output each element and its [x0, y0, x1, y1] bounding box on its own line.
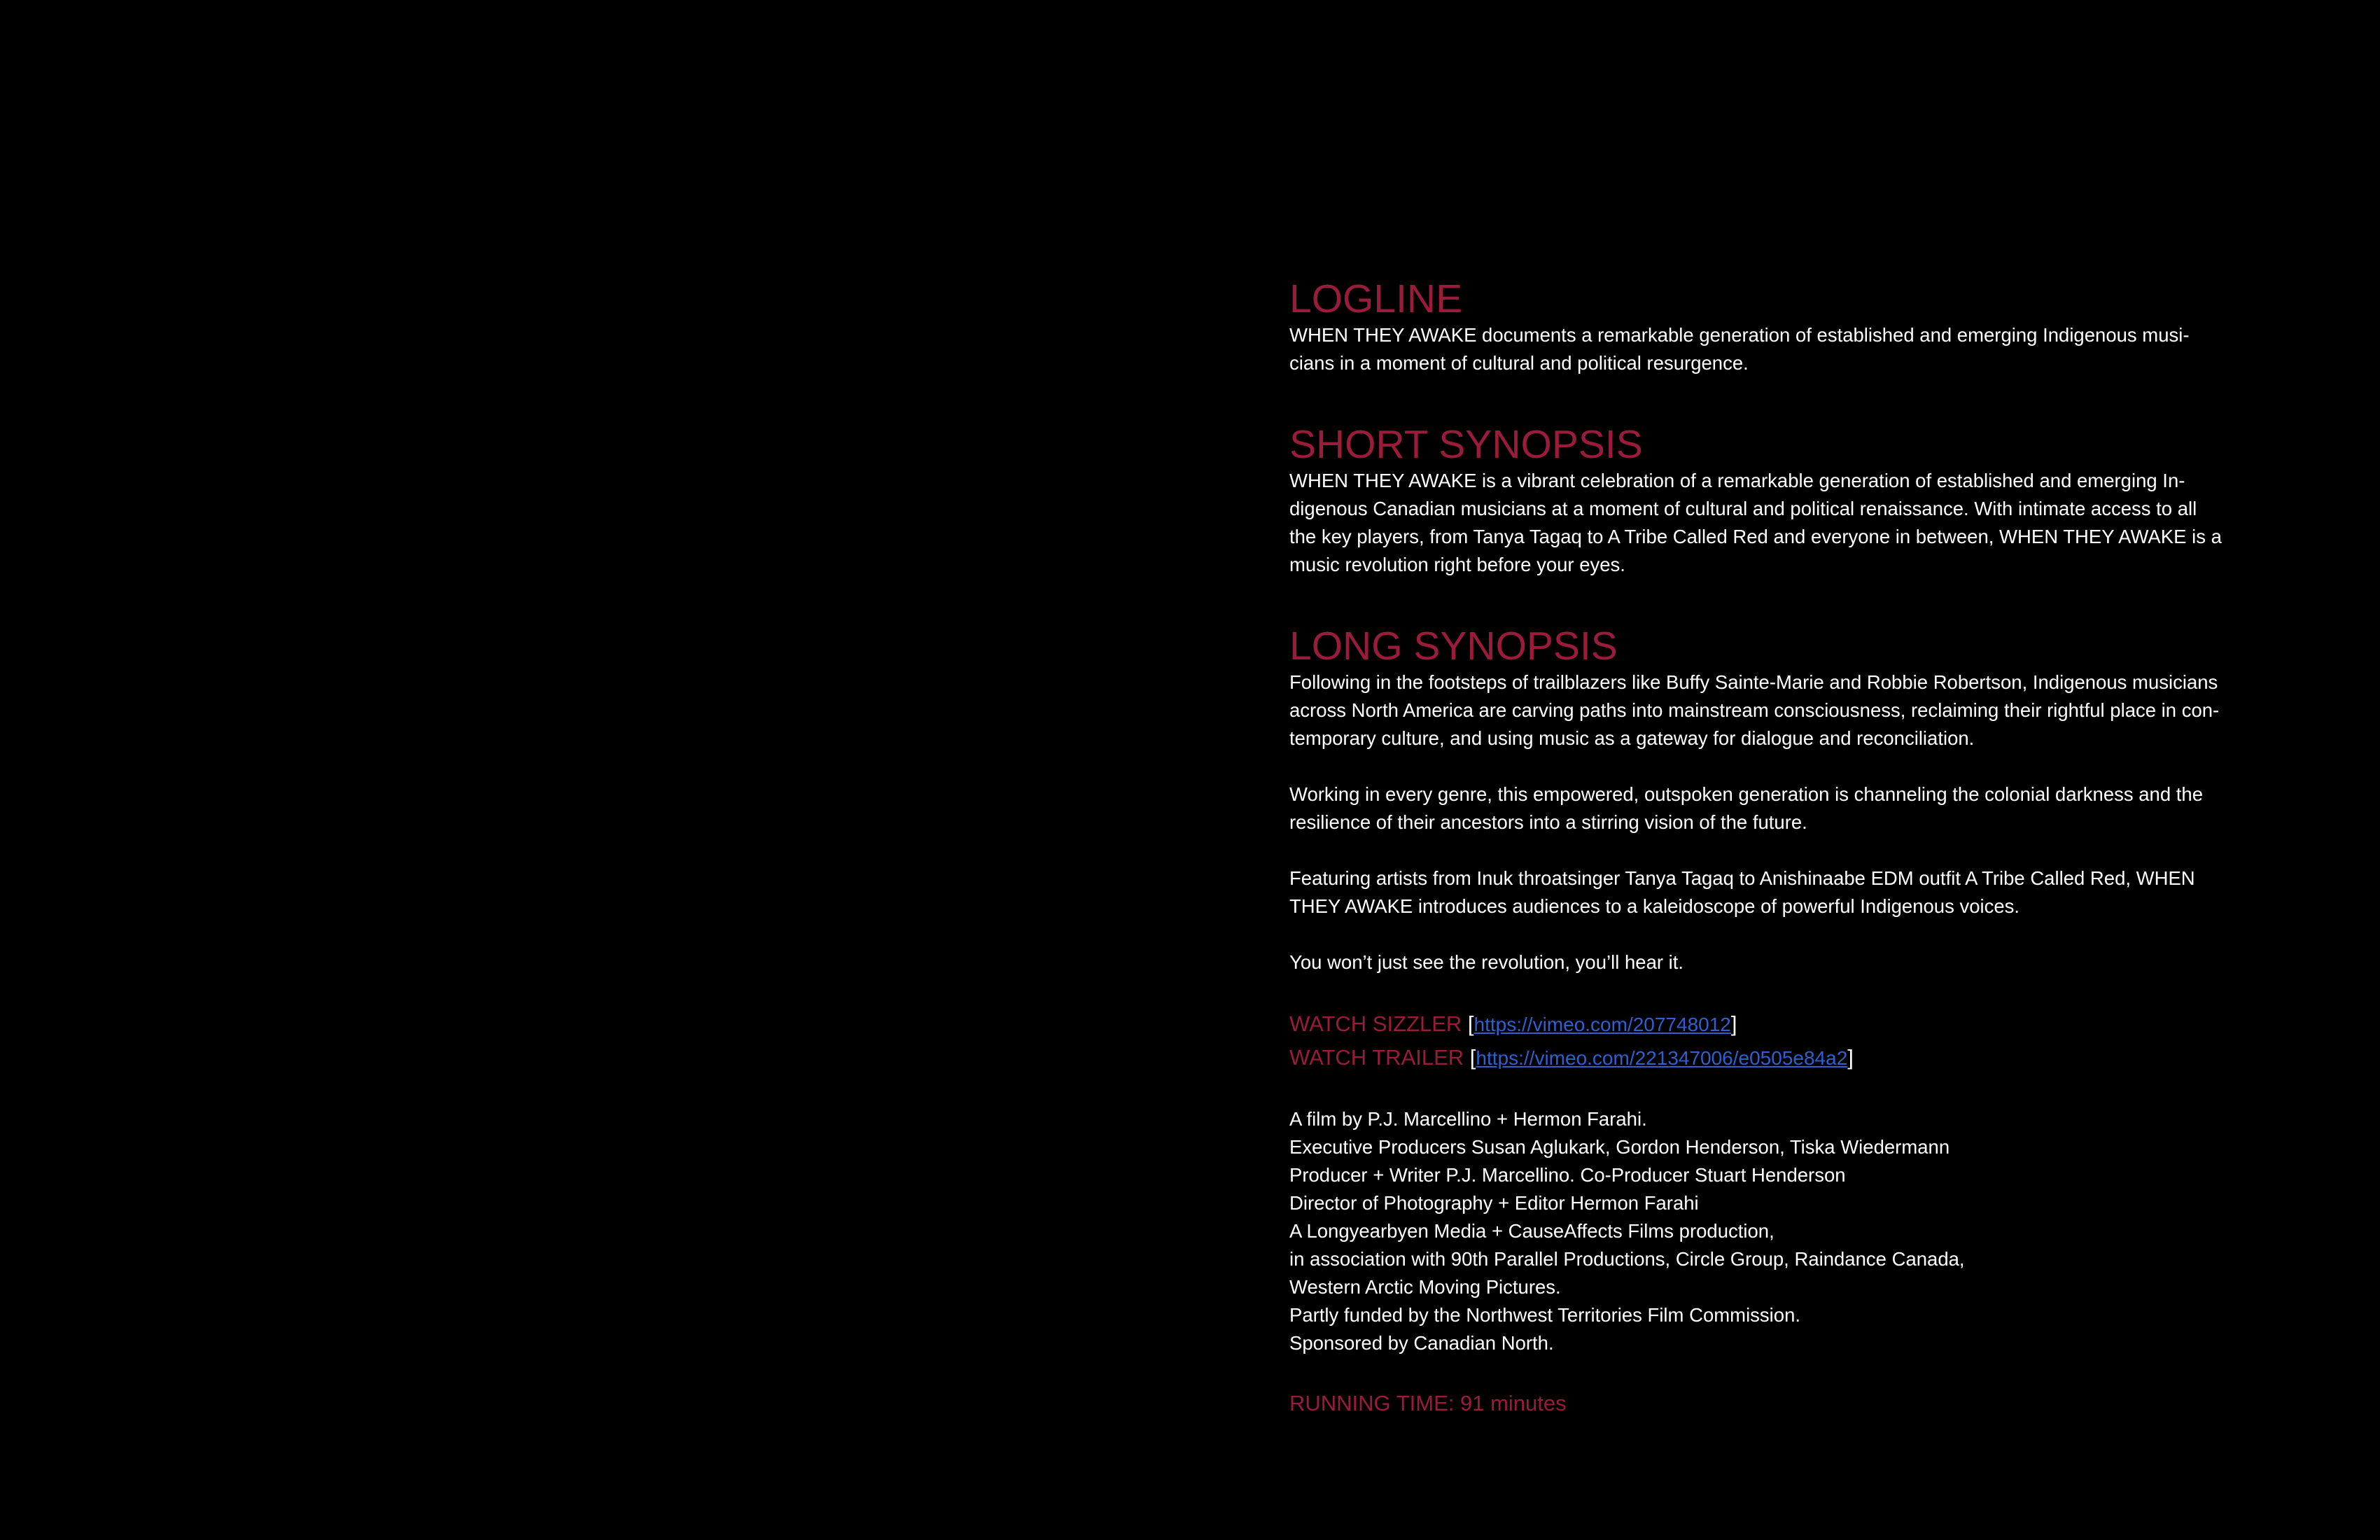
watch-trailer-row	[1289, 1041, 2297, 1074]
long-synopsis-paragraph-3	[1289, 864, 2297, 920]
close-bracket: ]	[1730, 1011, 1737, 1036]
short-synopsis-text	[1289, 467, 2297, 579]
credit-line: in association with 90th Parallel Productions, Circle Group, Raindance Canada,	[1289, 1248, 1965, 1270]
long-synopsis-line: You won’t just see the revolution, you’ll hear it.	[1289, 951, 1684, 973]
logline-line: WHEN THEY AWAKE documents a remarkable generation of established and emerging Indigenous musi-	[1289, 324, 2190, 346]
credit-line: Director of Photography + Editor Hermon Farahi	[1289, 1192, 1699, 1214]
credits	[1289, 1105, 2297, 1357]
long-synopsis-line: Featuring artists from Inuk throatsinger Tanya Tagaq to Anishinaabe EDM outfit A Tribe Called Red, WHEN	[1289, 867, 2195, 889]
long-synopsis-line: temporary culture, and using music as a gateway for dialogue and reconciliation.	[1289, 727, 1975, 749]
short-synopsis-line: digenous Canadian musicians at a moment of cultural and political renaissance. With intimate access to all	[1289, 498, 2197, 519]
short-synopsis-heading: SHORT SYNOPSIS	[1289, 422, 1643, 467]
watch-sizzler-row	[1289, 1007, 2297, 1041]
long-synopsis-line: Following in the footsteps of trailblazers like Buffy Sainte-Marie and Robbie Robertson, Indigenous musicians	[1289, 671, 2218, 693]
long-synopsis-paragraph-4	[1289, 948, 2297, 976]
credit-line: A film by P.J. Marcellino + Hermon Farahi.	[1289, 1108, 1647, 1130]
sizzler-link[interactable]: https://vimeo.com/207748012	[1474, 1014, 1731, 1035]
press-kit-text-column	[1289, 276, 2297, 1419]
logline-text	[1289, 321, 2297, 377]
short-synopsis-line: music revolution right before your eyes.	[1289, 554, 1625, 575]
running-time: RUNNING TIME: 91 minutes	[1289, 1391, 1567, 1415]
long-synopsis-paragraph-2	[1289, 780, 2297, 836]
credit-line: Executive Producers Susan Aglukark, Gordon Henderson, Tiska Wiedermann	[1289, 1136, 1950, 1158]
long-synopsis-heading: LONG SYNOPSIS	[1289, 624, 1618, 668]
long-synopsis-line: THEY AWAKE introduces audiences to a kaleidoscope of powerful Indigenous voices.	[1289, 895, 2020, 917]
long-synopsis-paragraph-1	[1289, 668, 2297, 752]
logline-heading: LOGLINE	[1289, 276, 1463, 321]
close-bracket: ]	[1847, 1045, 1854, 1070]
short-synopsis-line: the key players, from Tanya Tagaq to A Tribe Called Red and everyone in between, WHEN THEY AWAKE is a	[1289, 526, 2222, 547]
credit-line: Western Arctic Moving Pictures.	[1289, 1276, 1561, 1298]
long-synopsis-line: resilience of their ancestors into a stirring vision of the future.	[1289, 811, 1807, 833]
credit-line: Producer + Writer P.J. Marcellino. Co-Producer Stuart Henderson	[1289, 1164, 1846, 1186]
watch-sizzler-label: WATCH SIZZLER	[1289, 1011, 1462, 1036]
long-synopsis-line: Working in every genre, this empowered, outspoken generation is channeling the colonial darkness and the	[1289, 783, 2204, 805]
trailer-link[interactable]: https://vimeo.com/221347006/e0505e84a2	[1476, 1047, 1848, 1069]
short-synopsis-line: WHEN THEY AWAKE is a vibrant celebration of a remarkable generation of established and emerging In-	[1289, 470, 2185, 491]
long-synopsis-line: across North America are carving paths into mainstream consciousness, reclaiming their rightful place in con-	[1289, 699, 2220, 721]
watch-trailer-label: WATCH TRAILER	[1289, 1045, 1464, 1070]
logline-line: cians in a moment of cultural and political resurgence.	[1289, 352, 1749, 374]
open-bracket: [	[1469, 1045, 1476, 1070]
credit-line: A Longyearbyen Media + CauseAffects Films production,	[1289, 1220, 1774, 1242]
credit-line: Partly funded by the Northwest Territories Film Commission.	[1289, 1304, 1801, 1326]
credit-line: Sponsored by Canadian North.	[1289, 1332, 1554, 1354]
open-bracket: [	[1467, 1011, 1474, 1036]
